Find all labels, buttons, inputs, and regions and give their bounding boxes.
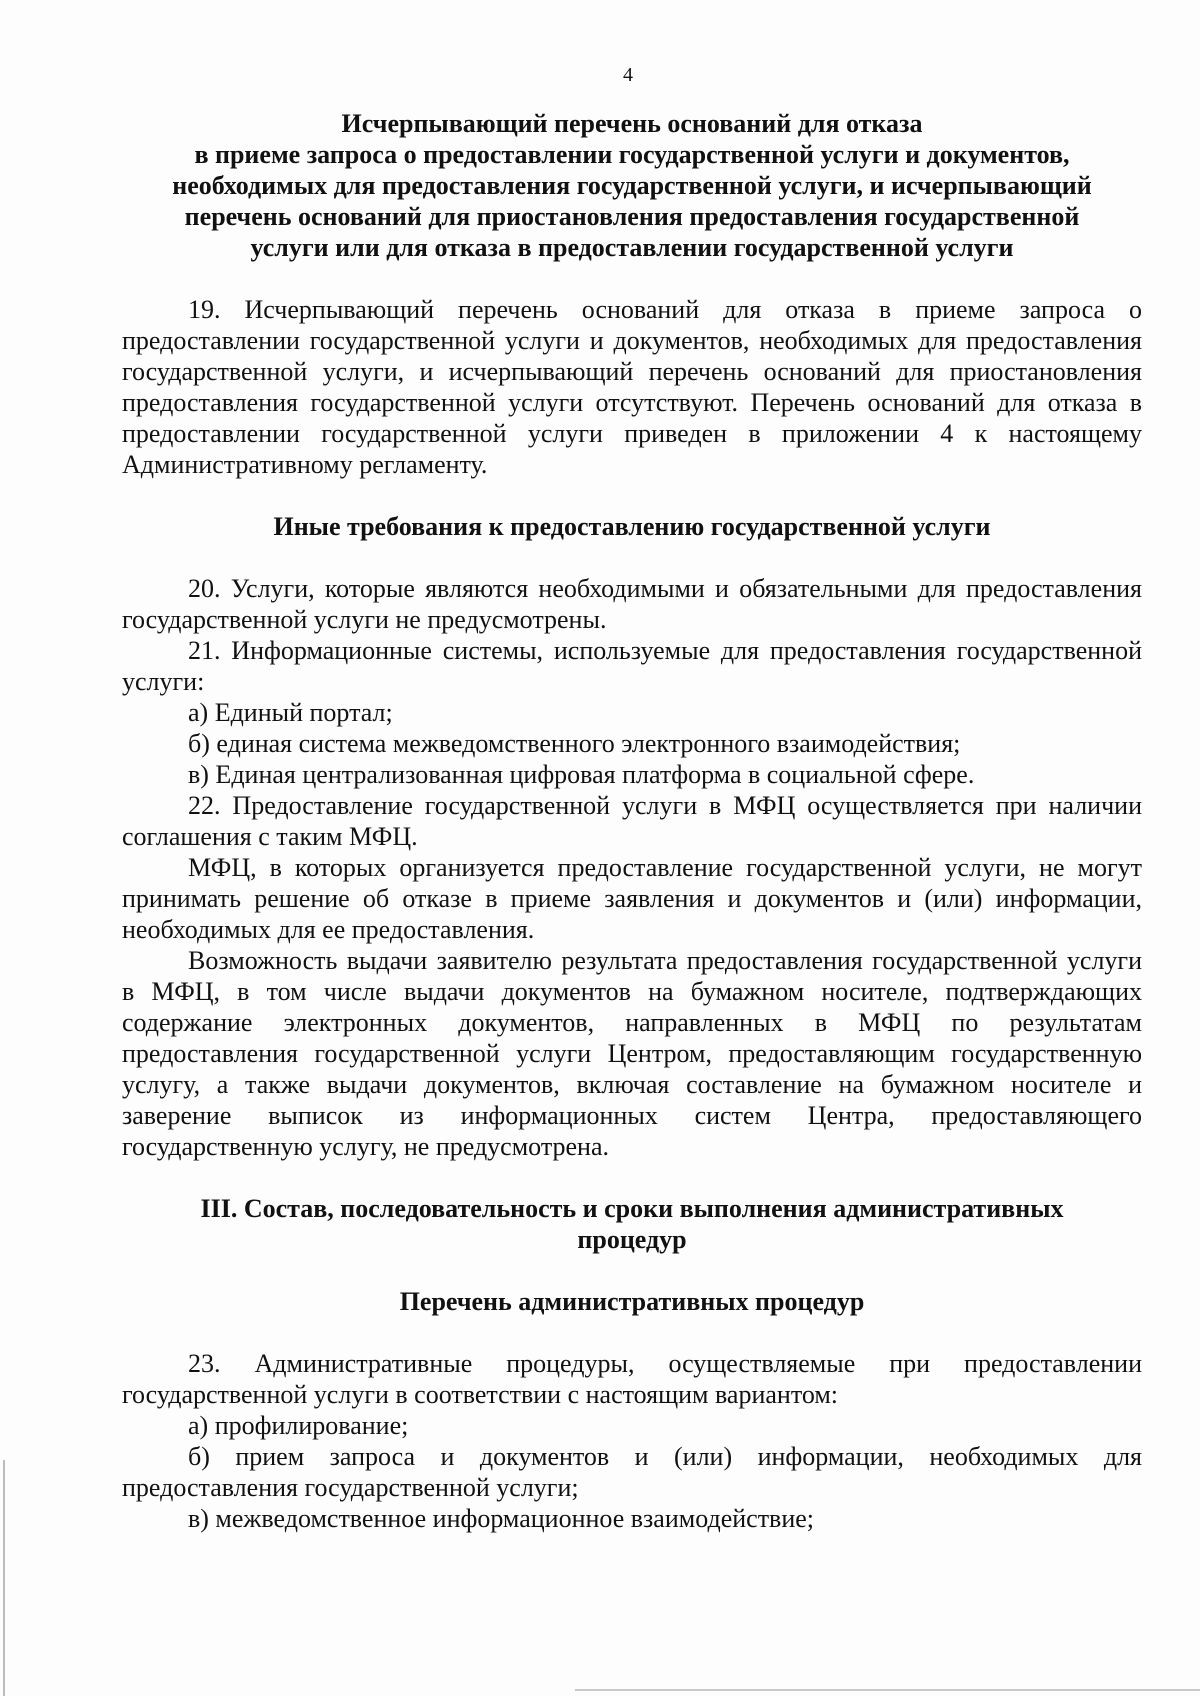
paragraph-20: 20. Услуги, которые являются необходимыми и обязательными для предоставления государственной услуги не предусмотрены. bbox=[122, 574, 1142, 634]
paragraph-19: 19. Исчерпывающий перечень оснований для отказа в приеме запроса о предоставлении государственной услуги и документов, необходимых для предоставления государственной услуги, и исчерпывающий перечень оснований для приостановления предоставления государственной услуги отсутствуют. Перечень оснований для отказа в предоставлении государственной услуги приведен в приложении 4 к настоящему Административному регламенту. bbox=[122, 295, 1142, 479]
paragraph-21: 21. Информационные системы, используемые для предоставления государственной услуги: bbox=[122, 636, 1142, 696]
heading-line: необходимых для предоставления государственной услуги, и исчерпывающий bbox=[172, 171, 1092, 200]
heading-section-iii bbox=[122, 1193, 1142, 1255]
heading-line: процедур bbox=[577, 1225, 687, 1254]
paragraph-21-item-a: а) Единый портал; bbox=[188, 698, 393, 727]
heading-line: Исчерпывающий перечень оснований для отказа bbox=[341, 109, 923, 138]
heading-line: услуги или для отказа в предоставлении государственной услуги bbox=[250, 233, 1014, 262]
paragraph-23: 23. Административные процедуры, осуществляемые при предоставлении государственной услуги в соответствии с настоящим вариантом: bbox=[122, 1349, 1142, 1409]
heading-procedures-list: Перечень административных процедур bbox=[399, 1287, 865, 1316]
scan-edge-left bbox=[3, 1460, 5, 1696]
paragraph-23-item-a: а) профилирование; bbox=[188, 1411, 409, 1440]
heading-other-requirements: Иные требования к предоставлению государственной услуги bbox=[273, 512, 991, 541]
paragraph-22-result: Возможность выдачи заявителю результата предоставления государственной услуги в МФЦ, в том числе выдачи документов на бумажном носителе, подтверждающих содержание электронных документов, направленных в МФЦ по результатам предоставления государственной услуги Центром, предоставляющим государственную услугу, а также выдачи документов, включая составление на бумажном носителе и заверение выписок из информационных систем Центра, предоставляющего государственную услугу, не предусмотрена. bbox=[122, 946, 1142, 1161]
page-number: 4 bbox=[623, 64, 633, 86]
heading-line: перечень оснований для приостановления предоставления государственной bbox=[184, 202, 1080, 231]
document-body bbox=[122, 108, 1142, 1534]
heading-refusal-grounds bbox=[122, 108, 1142, 263]
paragraph-22-mfc: МФЦ, в которых организуется предоставление государственной услуги, не могут принимать решение об отказе в приеме заявления и документов и (или) информации, необходимых для ее предоставления. bbox=[122, 853, 1142, 944]
scan-edge-bottom bbox=[575, 1689, 1200, 1691]
paragraph-21-item-b: б) единая система межведомственного электронного взаимодействия; bbox=[188, 729, 961, 758]
heading-line: в приеме запроса о предоставлении государственной услуги и документов, bbox=[194, 140, 1070, 169]
paragraph-23-item-c: в) межведомственное информационное взаимодействие; bbox=[188, 1504, 815, 1533]
paragraph-23-item-b: б) прием запроса и документов и (или) информации, необходимых для предоставления государственной услуги; bbox=[122, 1442, 1142, 1502]
paragraph-21-item-c: в) Единая централизованная цифровая платформа в социальной сфере. bbox=[188, 760, 975, 789]
heading-line: III. Состав, последовательность и сроки выполнения административных bbox=[200, 1194, 1064, 1223]
paragraph-22: 22. Предоставление государственной услуги в МФЦ осуществляется при наличии соглашения с таким МФЦ. bbox=[122, 791, 1142, 851]
